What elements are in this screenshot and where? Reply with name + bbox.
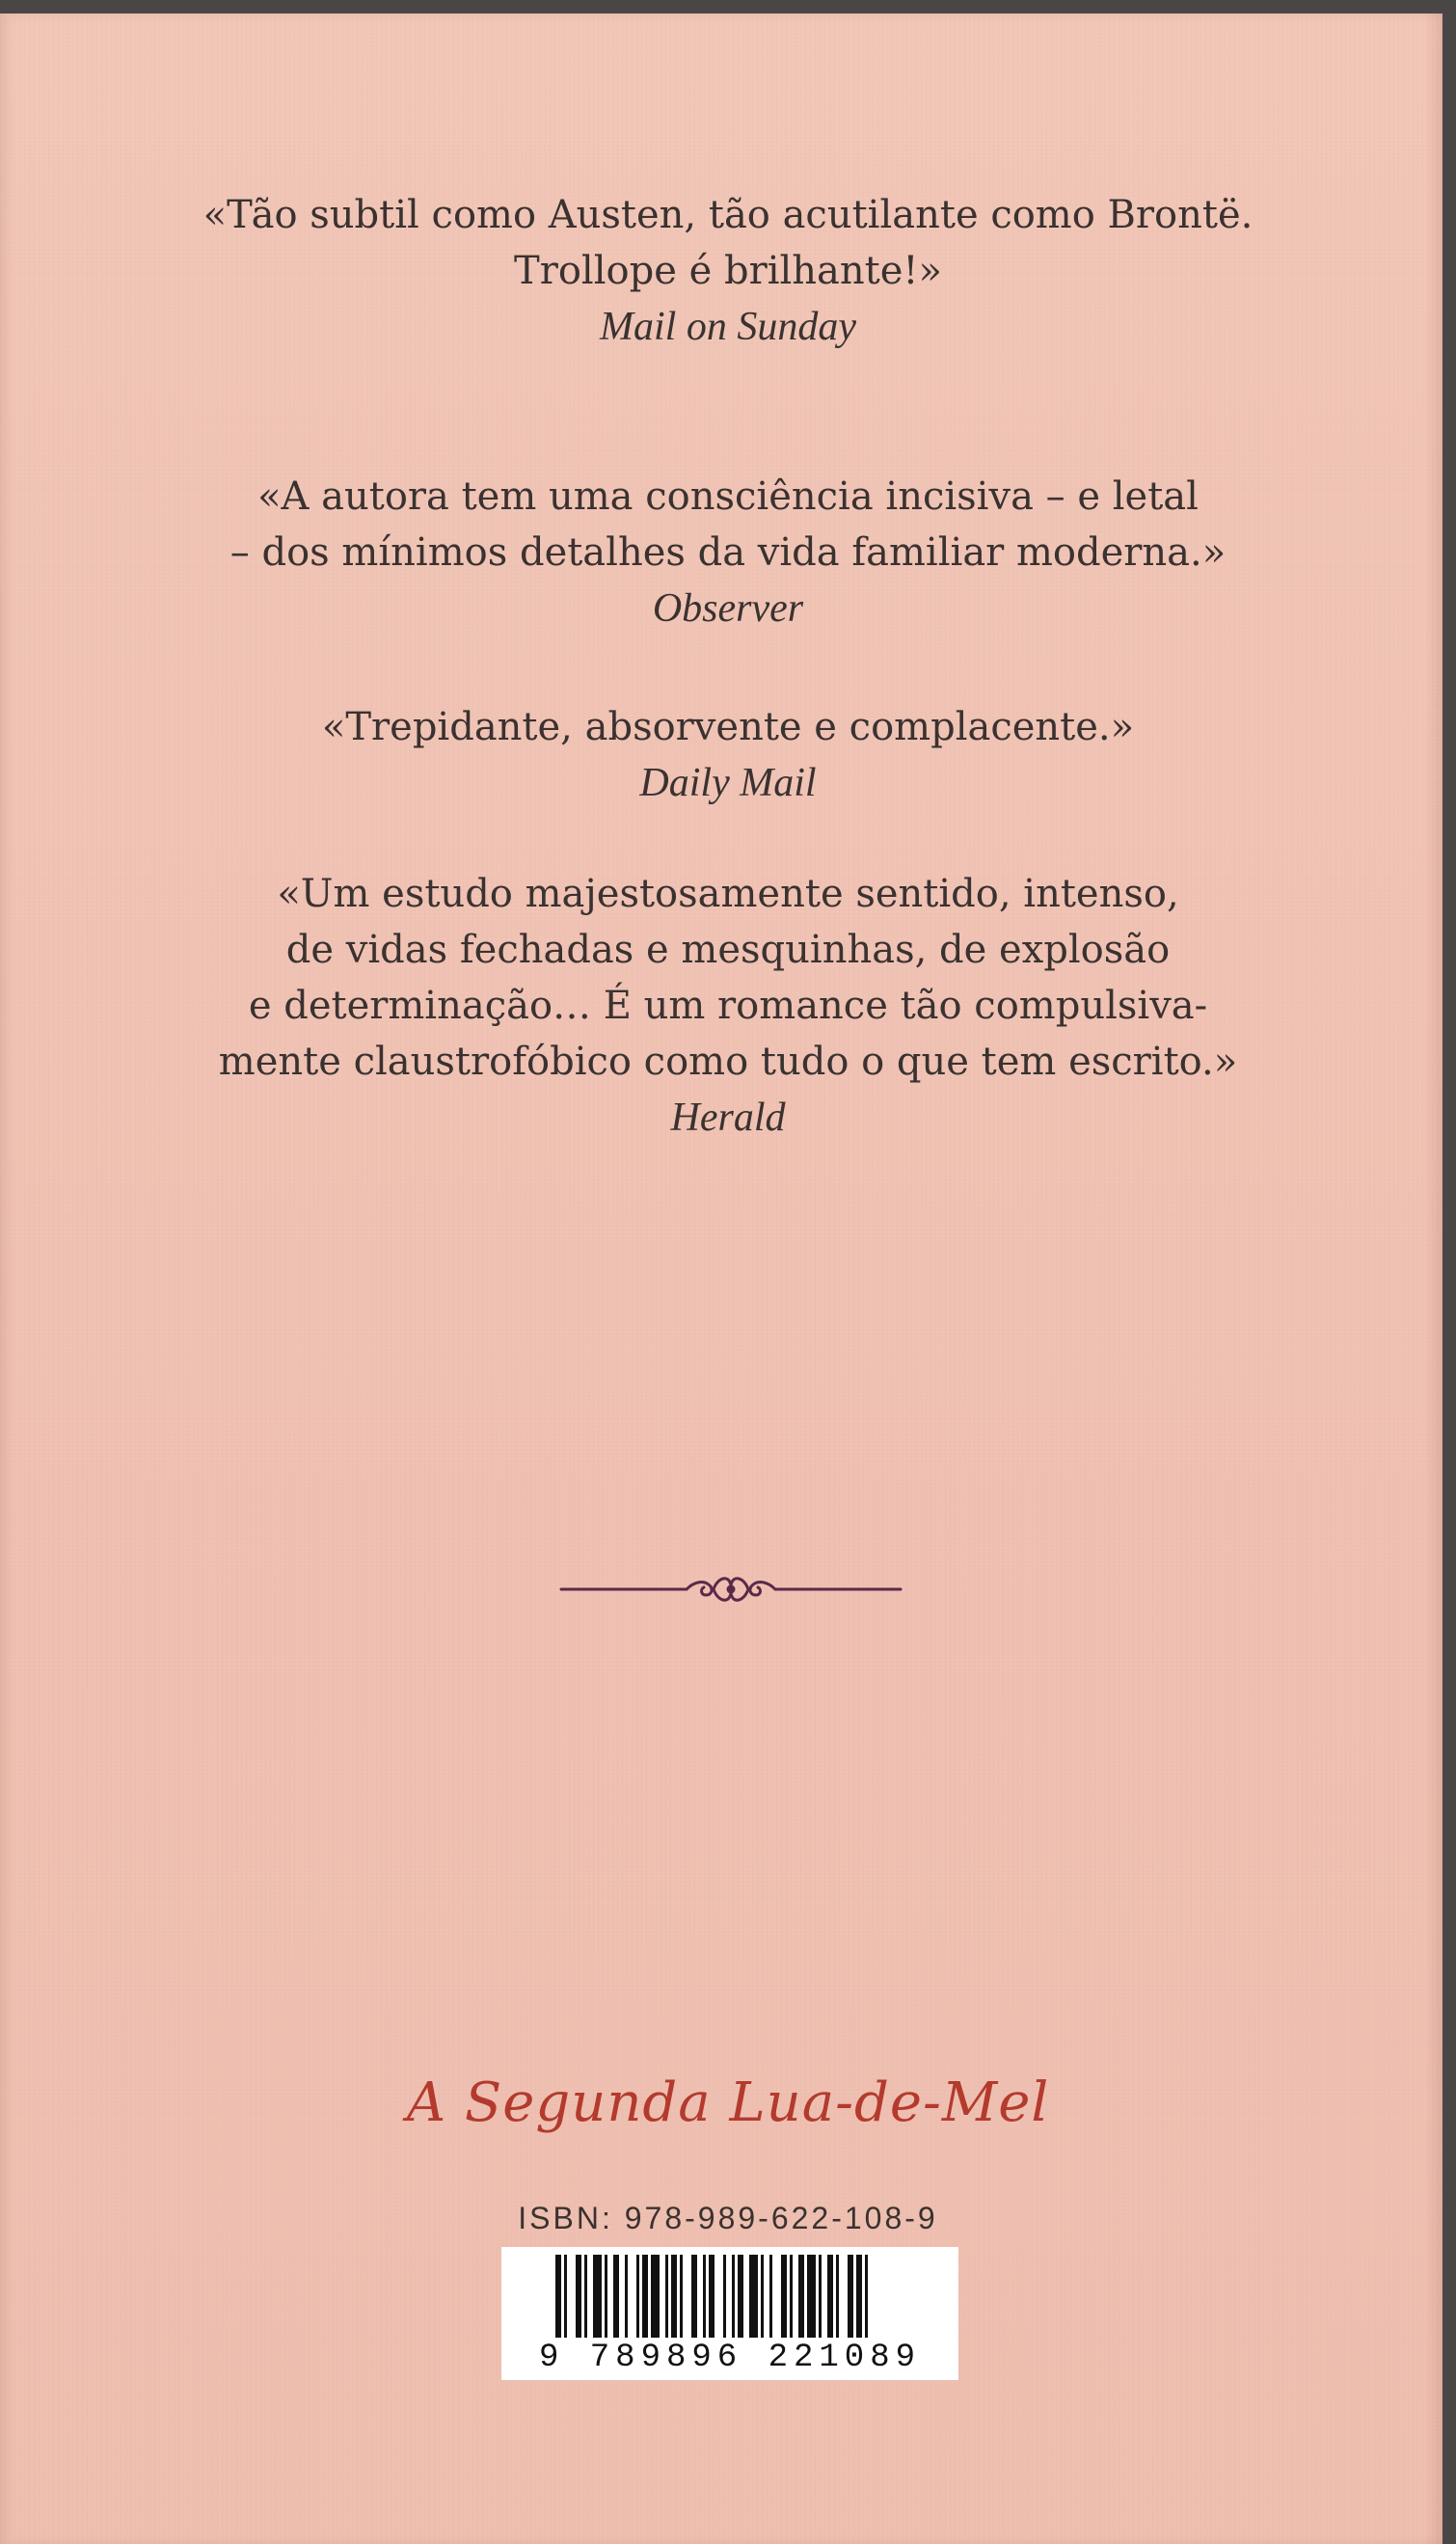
- review-quote-4: [0, 866, 1456, 1146]
- barcode-bar: [790, 2255, 793, 2338]
- barcode-bar: [703, 2255, 706, 2338]
- barcode-bar: [827, 2255, 833, 2338]
- barcode-bar: [625, 2255, 628, 2338]
- barcode-bar: [584, 2255, 587, 2338]
- barcode-bar: [555, 2255, 561, 2338]
- quote-source: Mail on Sunday: [600, 305, 856, 349]
- quote-source: Observer: [652, 586, 804, 631]
- book-back-cover: [0, 14, 1443, 2544]
- review-quote-2: [0, 469, 1456, 636]
- barcode-bar: [761, 2255, 764, 2338]
- quote-line: e determinação… É um romance tão compulsiva-: [248, 984, 1208, 1028]
- barcode-bar: [769, 2255, 772, 2338]
- quote-line: «Trepidante, absorvente e complacente.»: [321, 705, 1135, 749]
- barcode-bar: [593, 2255, 602, 2338]
- barcode-bar: [807, 2255, 816, 2338]
- barcode-bar: [636, 2255, 639, 2338]
- quote-line: de vidas fechadas e mesquinhas, de explosão: [285, 928, 1171, 972]
- quote-source: Herald: [670, 1096, 786, 1140]
- barcode-bar: [819, 2255, 822, 2338]
- barcode-bar: [865, 2255, 868, 2338]
- review-quote-3: [0, 699, 1456, 811]
- quote-line: – dos mínimos detalhes da vida familiar moderna.»: [229, 530, 1227, 575]
- barcode-bar: [642, 2255, 648, 2338]
- barcode-bar: [605, 2255, 607, 2338]
- barcode-bar: [749, 2255, 758, 2338]
- review-quote-1: [0, 187, 1456, 355]
- quote-line: mente claustrofóbico como tudo o que tem escrito.»: [218, 1040, 1238, 1084]
- cover-edge: [1425, 14, 1443, 2544]
- barcode-bar: [613, 2255, 619, 2338]
- barcode-bar: [709, 2255, 715, 2338]
- barcode-bar: [836, 2255, 839, 2338]
- barcode-digits: 9 789896 221089: [538, 2340, 922, 2376]
- barcode-bars: [501, 2247, 958, 2343]
- quote-line: «A autora tem uma consciência incisiva – e letal: [257, 474, 1199, 519]
- barcode-bar: [856, 2255, 862, 2338]
- barcode-bar: [564, 2255, 567, 2338]
- barcode-bar: [723, 2255, 726, 2338]
- quote-line: «Tão subtil como Austen, tão acutilante como Brontë.: [202, 193, 1254, 237]
- barcode-bar: [665, 2255, 668, 2338]
- barcode: [501, 2247, 958, 2380]
- barcode-bar: [738, 2255, 743, 2338]
- quote-source: Daily Mail: [639, 761, 817, 805]
- isbn-label: ISBN: 978-989-622-108-9: [518, 2201, 938, 2235]
- quote-line: «Um estudo majestosamente sentido, intenso,: [277, 872, 1179, 916]
- barcode-bar: [576, 2255, 581, 2338]
- barcode-bar: [848, 2255, 853, 2338]
- quote-line: Trollope é brilhante!»: [514, 249, 942, 293]
- barcode-bar: [691, 2255, 697, 2338]
- barcode-bar: [798, 2255, 804, 2338]
- barcode-bar: [732, 2255, 735, 2338]
- flourish-divider-icon: [559, 1562, 903, 1616]
- barcode-bar: [671, 2255, 677, 2338]
- barcode-bar: [781, 2255, 787, 2338]
- barcode-bar: [651, 2255, 660, 2338]
- book-title: A Segunda Lua-de-Mel: [406, 2071, 1050, 2134]
- barcode-bar: [680, 2255, 683, 2338]
